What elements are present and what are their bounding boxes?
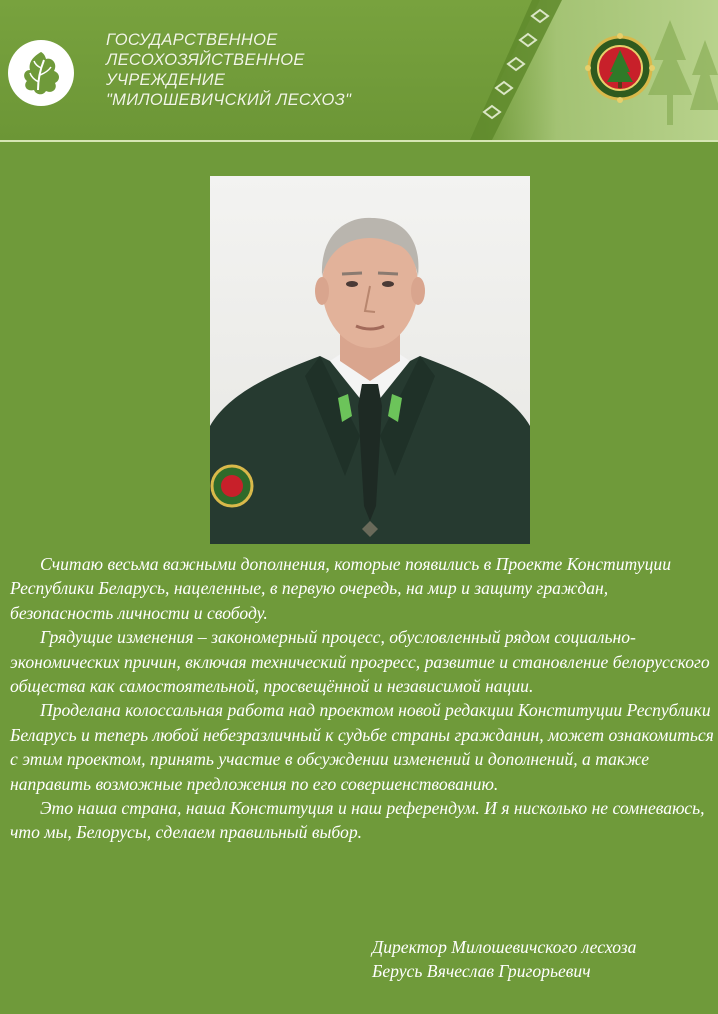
org-name-line: "МИЛОШЕВИЧСКИЙ ЛЕСХОЗ" <box>106 91 352 109</box>
letter-paragraph: Грядущие изменения – закономерный процесс, обусловленный рядом социально-экономических причин, включая технический прогресс, развитие и становление белорусского общества как самостоятельной, просвещённой и независимой нации. <box>10 627 710 697</box>
signature <box>372 935 712 984</box>
letter-paragraph: Проделана колоссальная работа над проектом новой редакции Конституции Республики Беларусь и теперь любой небезразличный к судьбе страны гражданин, может ознакомиться с этим проектом, принять участие в обсуждении изменений и дополнений, а также направить возможные предложения по его совершенствованию. <box>10 700 714 794</box>
letter-paragraph: Это наша страна, наша Конституция и наш референдум. И я нисколько не сомневаюсь, что мы, Белорусы, сделаем правильный выбор. <box>10 798 705 843</box>
org-name-line: УЧРЕЖДЕНИЕ <box>106 71 226 89</box>
header-banner <box>0 0 718 142</box>
letter-paragraph: Считаю весьма важными дополнения, которые появились в Проекте Конституции Республики Беларусь, нацеленные, в первую очередь, на мир и защиту граждан, безопасность личности и свободу. <box>10 554 672 623</box>
logo <box>8 40 74 106</box>
ornament-band <box>470 0 718 140</box>
org-name-line: ЛЕСОХОЗЯЙСТВЕННОЕ <box>106 51 305 69</box>
signature-name: Берусь Вячеслав Григорьевич <box>372 961 591 982</box>
director-photo <box>210 176 530 544</box>
portrait-illustration <box>210 176 530 544</box>
letter-body <box>10 552 715 845</box>
header-divider <box>0 140 718 142</box>
oak-leaf-icon <box>8 40 74 106</box>
signature-position: Директор Милошевичского лесхоза <box>372 937 637 957</box>
organization-name <box>106 30 486 110</box>
org-name-line: ГОСУДАРСТВЕННОЕ <box>106 31 278 49</box>
